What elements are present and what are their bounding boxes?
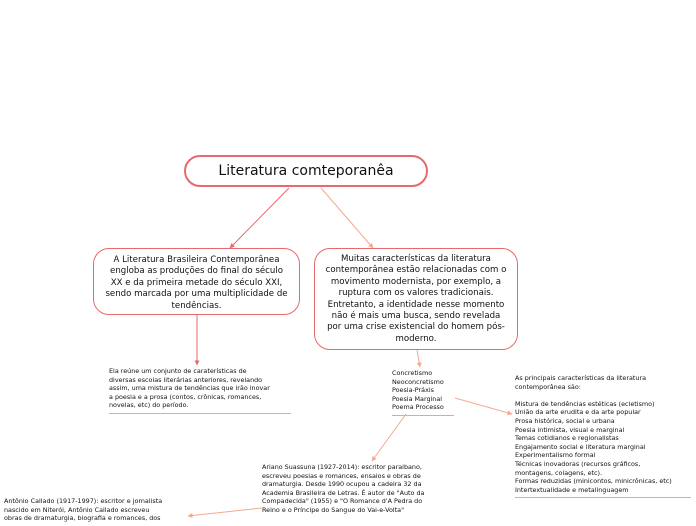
note-line: Academia Brasileira de Letras. É autor de "Auto da: [262, 488, 425, 497]
note-line: nascido em Niterói, Antônio Callado escreveu: [4, 505, 150, 514]
note-movements[interactable]: [392, 369, 454, 416]
note-main-characteristics[interactable]: [515, 374, 691, 498]
movement-item: Neoconcretismo: [392, 377, 444, 386]
link-root-right: [321, 188, 373, 248]
movement-item: Poesia-Práxis: [392, 386, 434, 395]
characteristic-item: Técnicas inovadoras (recursos gráficos,: [515, 459, 641, 468]
link-ariano-antonio: [188, 508, 262, 516]
movement-item: Poesia Marginal: [392, 394, 443, 403]
movement-item: Poema Processo: [392, 403, 444, 412]
note-line: Reino e o Príncipe do Sangue do Vai-e-Volta": [262, 505, 405, 514]
topic-definition-text: A Literatura Brasileira Contemporânea engloba as produções do final do século XX e da primeira metade do século XXI, sendo marcada por uma multiplicidade de tendências.: [105, 255, 288, 311]
note-mixture-of-tendencies[interactable]: [109, 367, 291, 414]
characteristic-item: Poesia intimista, visual e marginal: [515, 425, 625, 434]
root-title: Literatura comteporanêa: [218, 163, 394, 179]
note-line: dramaturgia. Desde 1990 ocupou a cadeira 32 da: [262, 480, 422, 489]
note-line: Antônio Callado (1917-1997): escritor e jornalista: [4, 497, 163, 505]
note-line: obras de dramaturgia, biografia e romances, dos: [4, 514, 161, 523]
link-movements-ariano: [372, 414, 406, 461]
topic-characteristics-context[interactable]: [314, 248, 518, 350]
link-movements-characteristics: [455, 398, 512, 414]
link-root-left: [230, 188, 289, 248]
characteristic-item: União da arte erudita e da arte popular: [515, 408, 641, 417]
note-antonio-callado[interactable]: [4, 497, 186, 526]
characteristic-item: montagens, colagens, etc).: [515, 468, 603, 477]
characteristic-item: Formas reduzidas (minicontos, minicrônicas, etc): [515, 477, 672, 486]
note-line: novelas, etc) do período.: [109, 401, 189, 410]
note-line: contemporânea são:: [515, 382, 581, 391]
note-line: assim, uma mistura de tendências que irão inovar: [109, 384, 270, 393]
link-right-movements: [417, 350, 420, 367]
note-ariano-suassuna[interactable]: [262, 463, 446, 518]
characteristic-item: Mistura de tendências estéticas (ecletismo): [515, 399, 655, 408]
note-spacer: [515, 391, 691, 400]
characteristic-item: Prosa histórica, social e urbana: [515, 416, 615, 425]
note-line: a poesia e a prosa (contos, crônicas, romances,: [109, 392, 262, 401]
topic-characteristics-context-text: Muitas características da literatura contemporânea estão relacionadas com o movimento modernista, por exemplo, a ruptura com os valores tradicionais. Entretanto, a identidade nesse momento não é mais uma busca, sendo revelada por uma crise existencial do homem pós-moderno.: [325, 254, 507, 344]
characteristic-item: Experimentalismo formal: [515, 451, 596, 460]
note-line: Compadecida" (1955) e "O Romance d'A Pedra do: [262, 497, 423, 506]
note-line: Ariano Suassuna (1927-2014): escritor paraibano,: [262, 463, 422, 471]
movement-item: Concretismo: [392, 369, 433, 377]
note-line: Ela reúne um conjunto de caraterísticas de: [109, 367, 247, 375]
characteristic-item: Intertextualidade e metalinguagem: [515, 485, 629, 494]
note-line: escreveu poesias e romances, ensaios e obras de: [262, 471, 421, 480]
characteristic-item: Engajamento social e literatura marginal: [515, 442, 646, 451]
note-line: diversas escolas literárias anteriores, revelando: [109, 375, 263, 384]
characteristic-item: Temas cotidianos e regionalistas: [515, 434, 619, 443]
root-topic[interactable]: [184, 155, 428, 187]
topic-definition[interactable]: [93, 248, 300, 315]
note-line: As principais características da literatura: [515, 374, 647, 382]
